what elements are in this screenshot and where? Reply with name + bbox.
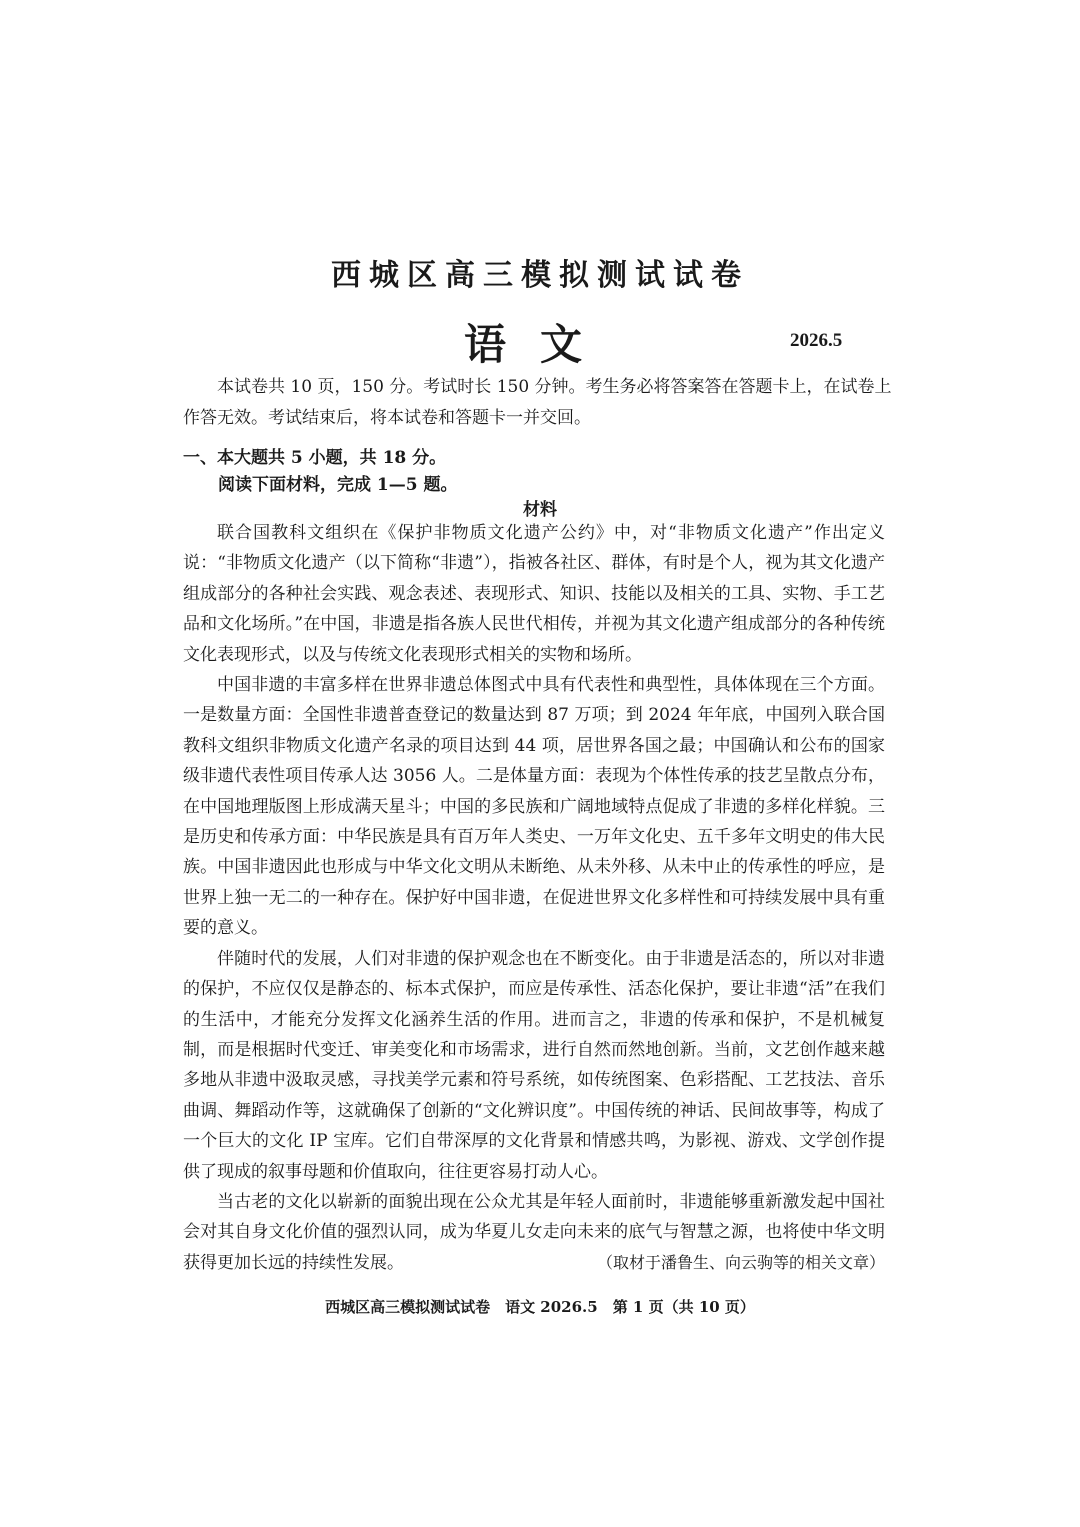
subject-title: 语文 bbox=[463, 320, 616, 369]
task-instruction: 阅读下面材料，完成 1—5 题。 bbox=[218, 475, 458, 495]
material-paragraph: 联合国教科文组织在《保护非物质文化遗产公约》中，对“非物质文化遗产”作出定义说：“非物质文化遗产（以下简称“非遗”），指被各社区、群体，有时是个人，视为其文化遗产组成部分的各种社会实践、观念表述、表现形式、知识、技能以及相关的工具、实物、手工艺品和文化场所。”在中国，非遗是指各族人民世代相传，并视为其文化遗产组成部分的各种传统文化表现形式，以及与传统文化表现形式相关的实物和场所。 bbox=[183, 523, 885, 665]
section-heading: 一、本大题共 5 小题，共 18 分。 bbox=[183, 448, 447, 468]
source-citation: （取材于潘鲁生、向云驹等的相关文章） bbox=[596, 1252, 885, 1272]
page-footer: 西城区高三模拟测试试卷 语文 2026.5 第 1 页（共 10 页） bbox=[325, 1298, 755, 1316]
material-title: 材料 bbox=[523, 500, 557, 520]
material-paragraph: 伴随时代的发展，人们对非遗的保护观念也在不断变化。由于非遗是活态的，所以对非遗的保护，不应仅仅是静态的、标本式保护，而应是传承性、活态化保护，要让非遗“活”在我们的生活中，才能充分发挥文化涵养生活的作用。进而言之，非遗的传承和保护，不是机械复制，而是根据时代变迁、审美变化和市场需求，进行自然而然地创新。当前，文艺创作越来越多地从非遗中汲取灵感，寻找美学元素和符号系统，如传统图案、色彩搭配、工艺技法、音乐曲调、舞蹈动作等，这就确保了创新的“文化辨识度”。中国传统的神话、民间故事等，构成了一个巨大的文化 IP 宝库。它们自带深厚的文化背景和情感共鸣，为影视、游戏、文学创作提供了现成的叙事母题和价值取向，往往更容易打动人心。 bbox=[183, 948, 885, 1182]
material-paragraph-last bbox=[183, 1187, 885, 1278]
exam-instructions: 本试卷共 10 页，150 分。考试时长 150 分钟。考生务必将答案答在答题卡上，在试卷上作答无效。考试结束后，将本试卷和答题卡一并交回。 bbox=[183, 377, 892, 428]
exam-title: 西城区高三模拟测试试卷 bbox=[331, 258, 749, 293]
material-body bbox=[183, 518, 885, 1278]
exam-date: 2026.5 bbox=[790, 330, 843, 351]
material-paragraph: 中国非遗的丰富多样在世界非遗总体图式中具有代表性和典型性，具体体现在三个方面。一是数量方面：全国性非遗普查登记的数量达到 87 万项；到 2024 年年底，中国列入联合国教科文组织非物质文化遗产名录的项目达到 44 项，居世界各国之最；中国确认和公布的国家级非遗代表性项目传承人达 3056 人。二是体量方面：表现为个体性传承的技艺呈散点分布，在中国地理版图上形成满天星斗；中国的多民族和广阔地域特点促成了非遗的多样化样貌。三是历史和传承方面：中华民族是具有百万年人类史、一万年文化史、五千多年文明史的伟大民族。中国非遗因此也形成与中华文化文明从未断绝、从未外移、从未中止的传承性的呼应，是世界上独一无二的一种存在。保护好中国非遗，在促进世界文化多样性和可持续发展中具有重要的意义。 bbox=[183, 675, 885, 939]
material-paragraph-text: 当古老的文化以崭新的面貌出现在公众尤其是年轻人面前时，非遗能够重新激发起中国社会对其自身文化价值的强烈认同，成为华夏儿女走向未来的底气与智慧之源，也将使中华文明获得更加长远的持续性发展。 bbox=[183, 1191, 885, 1273]
